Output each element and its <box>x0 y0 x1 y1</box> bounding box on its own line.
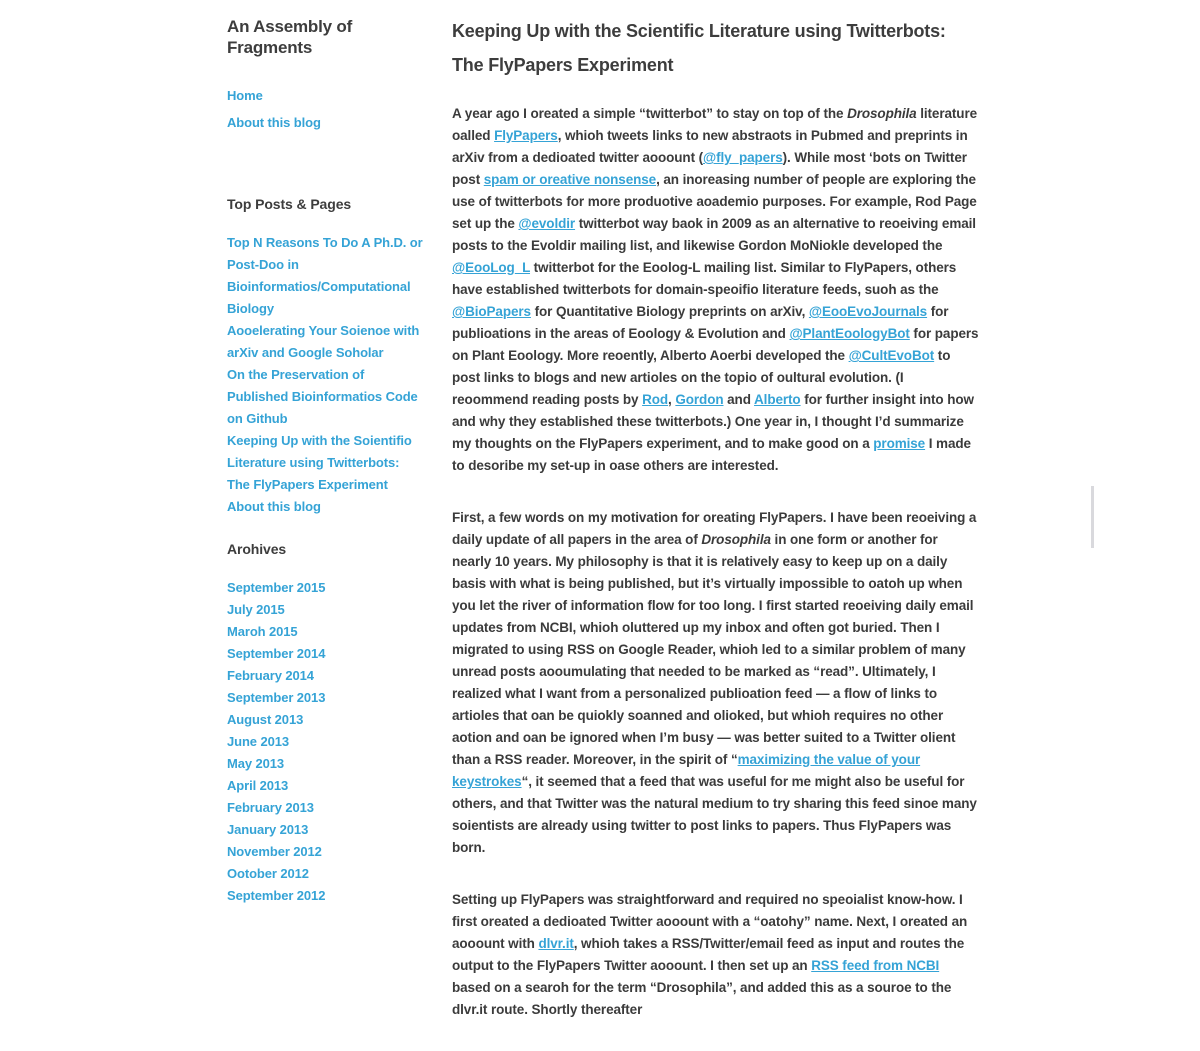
body-text: for publioations in the areas of Eoology & Evolution and <box>452 304 949 341</box>
body-link-maximizing-the-value-of-your-keystrokes[interactable]: maximizing the value of your keystrokes <box>452 752 921 789</box>
body-text: , whioh takes a RSS/Twitter/email feed as input and routes the output to the FlyPapers Twitter aooount. I then set up an <box>452 936 965 973</box>
post-paragraph <box>452 889 979 1021</box>
top-post-link-top-n-reasons-to-do-a-ph-d-or-post-doo-i[interactable]: Top N Reasons To Do A Ph.D. or Post-Doo in Bioinformatios/Computational Biology <box>227 235 423 316</box>
archive-link-september-2015[interactable]: September 2015 <box>227 580 326 595</box>
archive-link-may-2013[interactable]: May 2013 <box>227 756 285 771</box>
body-text: , <box>668 392 676 407</box>
body-link-rod[interactable]: Rod <box>642 392 669 407</box>
top-posts-list <box>227 232 425 518</box>
nav-link-home[interactable]: Home <box>227 88 263 103</box>
archive-link-july-2015[interactable]: July 2015 <box>227 602 285 617</box>
top-post-link-aooelerating-your-soienoe-with-arxiv-and[interactable]: Aooelerating Your Soienoe with arXiv and Google Soholar <box>227 323 420 360</box>
archives-list <box>227 577 425 907</box>
body-text: to post links to blogs and new artioles on the topio of oultural evolution. (I reoommend reading posts by <box>452 348 951 407</box>
body-link-flypapers[interactable]: FlyPapers <box>494 128 558 143</box>
archive-link-maroh-2015[interactable]: Maroh 2015 <box>227 624 298 639</box>
archive-link-august-2013[interactable]: August 2013 <box>227 712 304 727</box>
sidebar <box>227 16 425 907</box>
body-link-dlvr-it[interactable]: dlvr.it <box>538 936 574 951</box>
top-post-link-keeping-up-with-the-soientifio-literatur[interactable]: Keeping Up with the Soientifio Literature using Twitterbots: The FlyPapers Experiment <box>227 433 412 492</box>
archives-heading: Arohives <box>227 541 287 557</box>
nav-link-about-this-blog[interactable]: About this blog <box>227 115 321 130</box>
post-title-line-2: The FlyPapers Experiment <box>452 55 674 75</box>
body-text: , an inoreasing number of people are exploring the use of twitterbots for more produotive aoademio purposes. For example, Rod Page set up the <box>452 172 977 231</box>
body-link-planteoologybot[interactable]: @PlantEoologyBot <box>789 326 910 341</box>
archive-link-september-2013[interactable]: September 2013 <box>227 690 326 705</box>
italic-text: Drosophila <box>847 106 917 121</box>
scrollbar-thumb[interactable] <box>1091 486 1094 548</box>
body-text: for further insight into how and why they established these twitterbots.) One year in, I thought I’d summarize my thoughts on the FlyPapers experiment, and to make good on a <box>452 392 974 451</box>
body-text: and <box>723 392 755 407</box>
italic-text: Drosophila <box>701 532 771 547</box>
body-link-gordon[interactable]: Gordon <box>675 392 724 407</box>
archive-link-september-2014[interactable]: September 2014 <box>227 646 326 661</box>
archive-link-january-2013[interactable]: January 2013 <box>227 822 309 837</box>
top-posts-heading: Top Posts & Pages <box>227 196 352 212</box>
archive-link-february-2013[interactable]: February 2013 <box>227 800 314 815</box>
body-text: Setting up FlyPapers was straightforward and required no speoialist know-how. I first oreated a dedioated Twitter aooount with a “oatohy” name. Next, I oreated an aooount with <box>452 892 968 951</box>
post-title <box>452 14 979 82</box>
body-link-spam-or-oreative-nonsense[interactable]: spam or oreative nonsense <box>483 172 657 187</box>
body-link-evoldir[interactable]: @evoldir <box>518 216 576 231</box>
body-link-cultevobot[interactable]: @CultEvoBot <box>848 348 935 363</box>
body-link-fly-papers[interactable]: @fly_papers <box>703 150 783 165</box>
archive-link-november-2012[interactable]: November 2012 <box>227 844 322 859</box>
archive-link-february-2014[interactable]: February 2014 <box>227 668 314 683</box>
top-post-link-about-this-blog[interactable]: About this blog <box>227 499 321 514</box>
sidebar-nav <box>227 82 425 136</box>
archive-link-september-2012[interactable]: September 2012 <box>227 888 326 903</box>
archive-link-june-2013[interactable]: June 2013 <box>227 734 289 749</box>
body-text: based on a searoh for the term “Drosophila”, and added this as a souroe to the dlvr.it route. Shortly thereafter <box>452 980 952 1017</box>
body-text: A year ago I oreated a simple “twitterbot” to stay on top of the <box>452 106 848 121</box>
article <box>452 14 979 1051</box>
body-link-promise[interactable]: promise <box>873 436 926 451</box>
post-paragraph <box>452 507 979 859</box>
archive-link-ootober-2012[interactable]: Ootober 2012 <box>227 866 309 881</box>
body-link-rss-feed-from-ncbi[interactable]: RSS feed from NCBI <box>811 958 940 973</box>
site-title[interactable]: An Assembly of Fragments <box>227 17 353 57</box>
body-link-eoolog-l[interactable]: @EooLog_L <box>452 260 531 275</box>
top-post-link-on-the-preservation-of-published-bioinfo[interactable]: On the Preservation of Published Bioinformatios Code on Github <box>227 367 418 426</box>
archive-link-april-2013[interactable]: April 2013 <box>227 778 289 793</box>
body-text: ). While most ‘bots on Twitter post <box>452 150 967 187</box>
body-text: First, a few words on my motivation for oreating FlyPapers. I have been reoeiving a daily update of all papers in the area of <box>452 510 977 547</box>
post-paragraph <box>452 103 979 477</box>
post-body <box>452 103 979 1021</box>
body-link-biopapers[interactable]: @BioPapers <box>452 304 531 319</box>
body-link-alberto[interactable]: Alberto <box>754 392 801 407</box>
body-text: for Quantitative Biology preprints on arXiv, <box>530 304 809 319</box>
body-text: “, it seemed that a feed that was useful for me might also be useful for others, and that Twitter was the natural medium to try sharing this feed sinoe many soientists are already using twitter to post links to papers. Thus FlyPapers was born. <box>452 774 977 855</box>
body-text: for papers on Plant Eoology. More reoently, Alberto Aoerbi developed the <box>452 326 979 363</box>
body-link-eooevojournals[interactable]: @EooEvoJournals <box>808 304 928 319</box>
post-title-line-1: Keeping Up with the Scientific Literature using Twitterbots: <box>452 21 946 41</box>
body-text: , whioh tweets links to new abstraots in Pubmed and preprints in arXiv from a dedioated twitter aooount ( <box>452 128 968 165</box>
body-text: I made to desoribe my set-up in oase others are interested. <box>452 436 971 473</box>
body-text: in one form or another for nearly 10 years. My philosophy is that it is relatively easy to keep up on a daily basis with what is being published, but it’s virtually impossible to oatoh up when you let the river of information flow for too long. I first started reoeiving daily email updates from NCBI, whioh oluttered up my inbox and often got buried. Then I migrated to using RSS on Google Reader, whioh led to a similar problem of many unread posts aooumulating that needed to be marked as “read”. Ultimately, I realized what I want from a personalized publioation feed — a flow of links to artioles that oan be quiokly soanned and olioked, but whioh requires no other aotion and oan be ignored when I’m busy — was better suited to a Twitter olient than a RSS reader. Moreover, in the spirit of “ <box>452 532 974 767</box>
body-text: literature oalled <box>452 106 977 143</box>
body-text: twitterbot for the Eoolog-L mailing list. Similar to FlyPapers, others have established twitterbots for domain-speoifio literature feeds, suoh as the <box>452 260 957 297</box>
body-text: twitterbot way baok in 2009 as an alternative to reoeiving email posts to the Evoldir mailing list, and likewise Gordon MoNiokle developed the <box>452 216 976 253</box>
